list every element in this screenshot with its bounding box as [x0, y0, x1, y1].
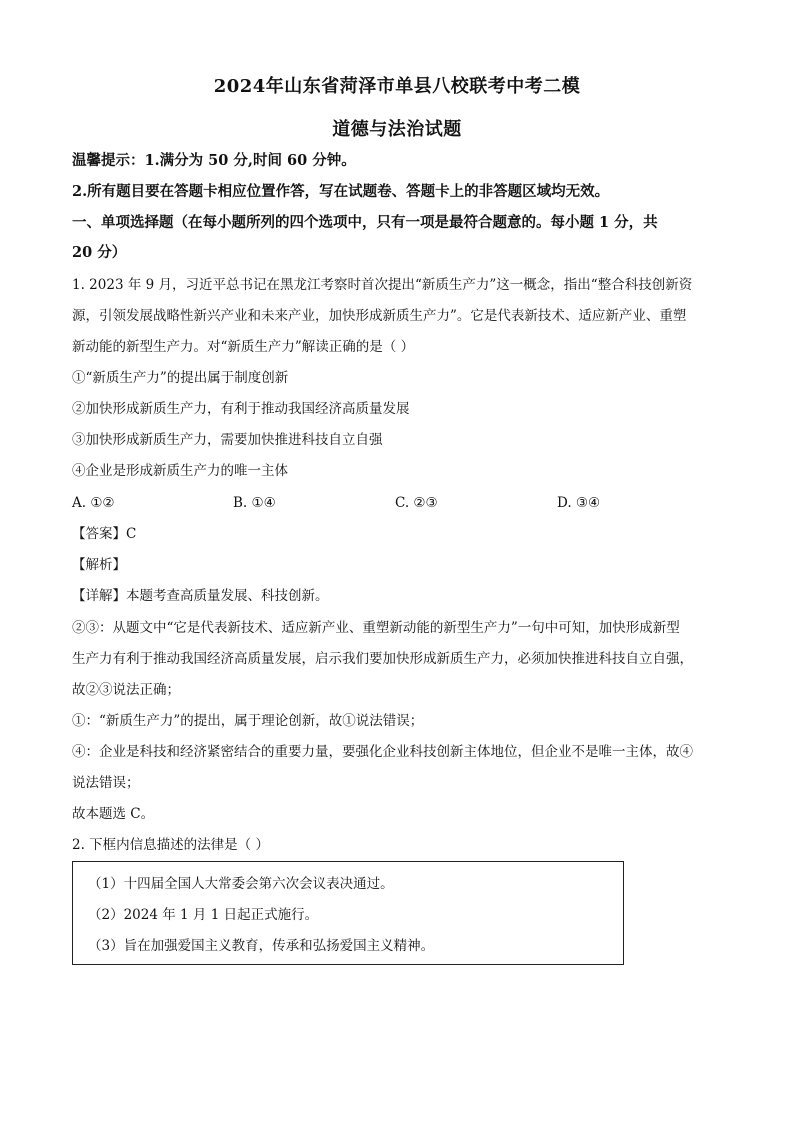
q1-option-d: D. ③④ — [557, 495, 601, 511]
q1-answer: 【答案】C — [72, 526, 137, 542]
q1-statement: ③加快形成新质生产力，需要加快推进科技自立自强 — [72, 432, 383, 448]
q1-explain-line-6: 说法错误； — [72, 775, 140, 791]
q1-explain-line-5: ④：企业是科技和经济紧密结合的重要力量，要强化企业科技创新主体地位，但企业不是唯一主体，故④ — [72, 744, 693, 760]
section-heading-cont: 20 分） — [72, 244, 127, 261]
q1-stem-line-1: 1. 2023 年 9 月，习近平总书记在黑龙江考察时首次提出“新质生产力”这一概念，指出“整合科技创新资 — [72, 277, 693, 293]
q1-stem-line-3: 新动能的新型生产力。对“新质生产力”解读正确的是（ ） — [72, 339, 415, 355]
q1-option-a: A. ①② — [72, 495, 115, 511]
q2-stem: 2. 下框内信息描述的法律是（ ） — [72, 837, 269, 853]
notice-line-2: 2.所有题目要在答题卡相应位置作答，写在试题卷、答题卡上的非答题区域均无效。 — [72, 183, 610, 200]
q1-explain-line-3: 故②③说法正确； — [72, 682, 180, 698]
q1-detail: 【详解】本题考查高质量发展、科技创新。 — [72, 588, 329, 604]
q1-statement: ④企业是形成新质生产力的唯一主体 — [72, 463, 288, 479]
q1-explain-line-1: ②③：从题文中“它是代表新技术、适应新产业、重塑新动能的新型生产力”一句中可知，加快形成新型 — [72, 620, 680, 636]
q1-analysis-label: 【解析】 — [72, 557, 126, 573]
section-heading: 一、单项选择题（在每小题所列的四个选项中，只有一项是最符合题意的。每小题 1 分，共 — [72, 214, 658, 231]
q1-stem-line-2: 源，引领发展战略性新兴产业和未来产业，加快形成新质生产力”。它是代表新技术、适应新产业、重塑 — [72, 308, 687, 324]
exam-title: 2024年山东省菏泽市单县八校联考中考二模 — [213, 76, 581, 97]
q2-box-line: （1）十四届全国人大常委会第六次会议表决通过。 — [88, 876, 394, 892]
q2-info-box — [72, 861, 624, 965]
exam-subject: 道德与法治试题 — [332, 119, 462, 140]
q1-explain-line-4: ①：“新质生产力”的提出，属于理论创新，故①说法错误； — [72, 713, 424, 729]
q1-option-c: C. ②③ — [395, 495, 438, 511]
q1-statement: ②加快形成新质生产力，有利于推动我国经济高质量发展 — [72, 401, 410, 417]
q2-box-line: （2）2024 年 1 月 1 日起正式施行。 — [88, 907, 319, 923]
q1-conclusion: 故本题选 C。 — [72, 806, 155, 822]
q1-option-b: B. ①④ — [233, 495, 276, 511]
q1-statement: ①“新质生产力”的提出属于制度创新 — [72, 370, 289, 386]
q2-box-line: （3）旨在加强爱国主义教育，传承和弘扬爱国主义精神。 — [88, 938, 435, 954]
notice-line-1: 温馨提示：1.满分为 50 分,时间 60 分钟。 — [72, 152, 356, 169]
q1-explain-line-2: 生产力有利于推动我国经济高质量发展，启示我们要加快形成新质生产力，必须加快推进科技自立自强， — [72, 651, 693, 667]
